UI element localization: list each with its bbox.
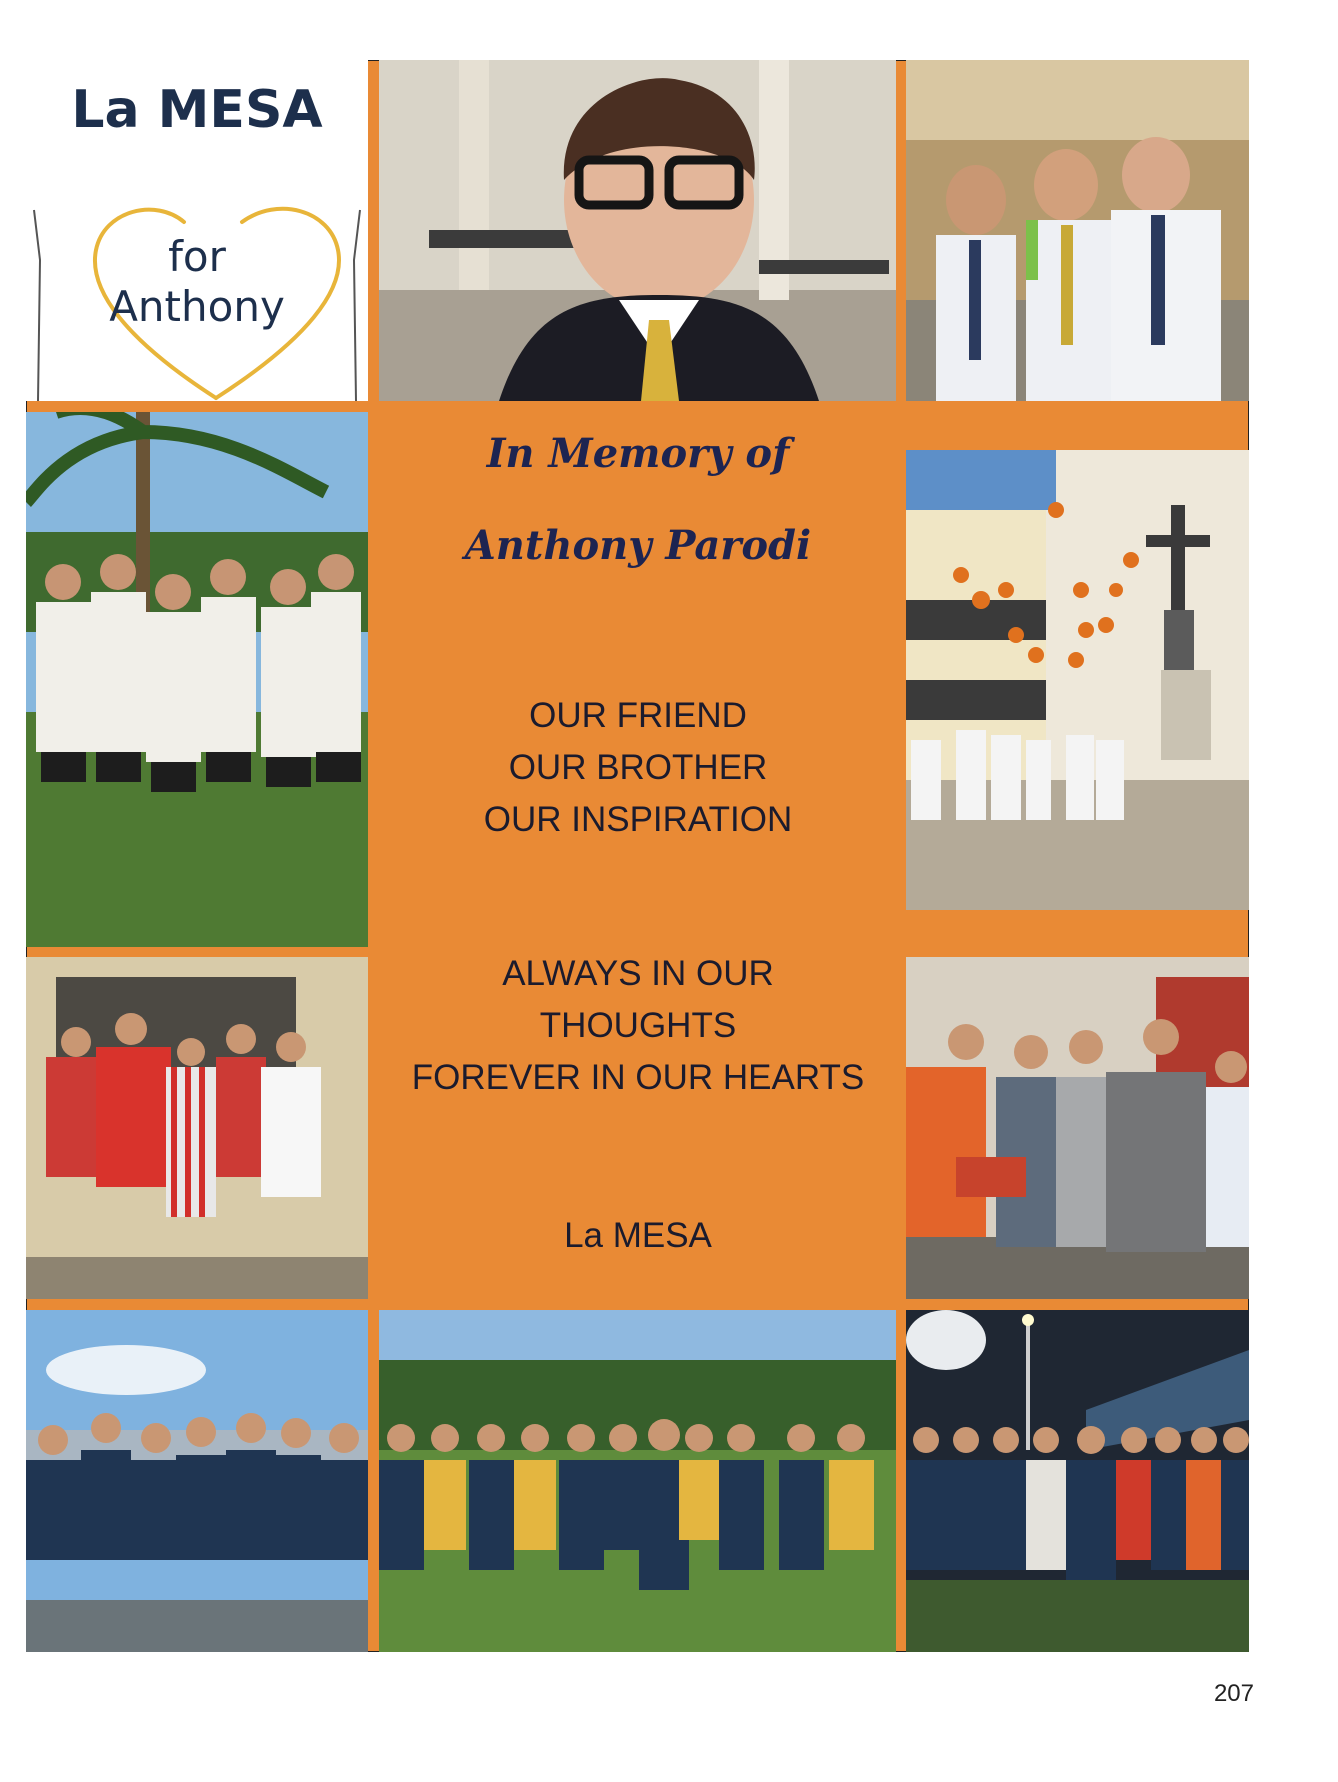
photo-team-field-coach bbox=[379, 1310, 896, 1652]
tribute-line-thoughts: THOUGHTS bbox=[539, 1006, 737, 1045]
logo-title: La MESA bbox=[71, 80, 323, 140]
photo-team-night-stadium bbox=[906, 1310, 1249, 1652]
memorial-heading-line1: In Memory of bbox=[486, 430, 790, 477]
tribute-line-forever: FOREVER IN OUR HEARTS bbox=[411, 1058, 865, 1097]
logo-for: for bbox=[168, 232, 226, 281]
logo-tile bbox=[26, 60, 368, 401]
photo-balloons-cross bbox=[906, 450, 1249, 910]
photo-three-boys bbox=[906, 60, 1249, 401]
tribute-line-inspiration: OUR INSPIRATION bbox=[483, 800, 793, 839]
tribute-line-brother: OUR BROTHER bbox=[508, 748, 768, 787]
tribute-line-always: ALWAYS IN OUR bbox=[502, 954, 774, 993]
memorial-heading-line2: Anthony Parodi bbox=[464, 522, 812, 569]
shirt-outline bbox=[26, 60, 368, 401]
photo-runners-palm-trees bbox=[26, 412, 368, 947]
photo-group-kitchen bbox=[26, 957, 368, 1299]
photo-portrait-student bbox=[379, 60, 896, 401]
photo-team-railing bbox=[26, 1310, 368, 1652]
tribute-line-friend: OUR FRIEND bbox=[529, 696, 747, 735]
logo-anthony: Anthony bbox=[109, 282, 285, 331]
memorial-signature: La MESA bbox=[564, 1216, 712, 1255]
page-number: 207 bbox=[1213, 1680, 1254, 1707]
photo-boys-gift bbox=[906, 957, 1249, 1299]
memorial-text bbox=[378, 410, 898, 1310]
